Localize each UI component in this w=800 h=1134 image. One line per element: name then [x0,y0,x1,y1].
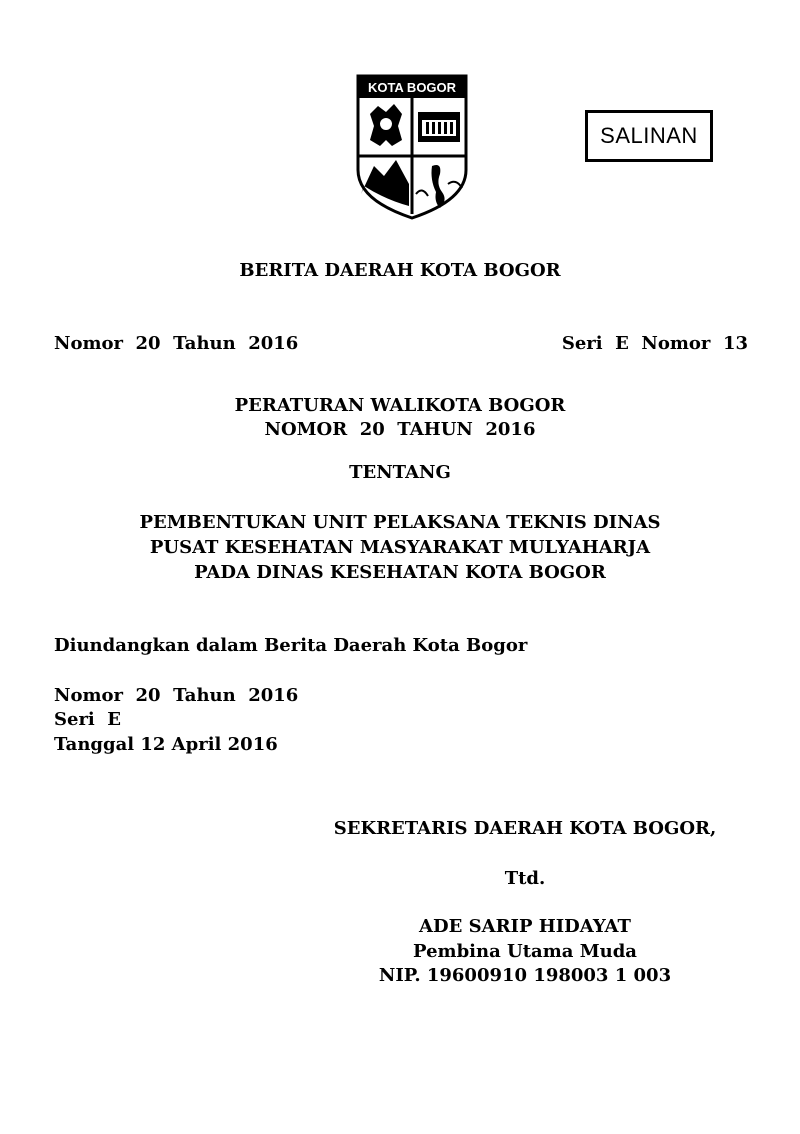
tentang-heading: TENTANG [349,462,451,483]
seri-nomor: Seri E Nomor 13 [561,333,748,354]
subject-line-3: PADA DINAS KESEHATAN KOTA BOGOR [194,562,606,583]
regulation-number: NOMOR 20 TAHUN 2016 [264,419,536,440]
emblem-caption: KOTA BOGOR [367,80,457,95]
signature-ttd: Ttd. [504,868,546,889]
signatory-nip: NIP. 19600910 198003 1 003 [378,965,672,986]
signatory-office: SEKRETARIS DAERAH KOTA BOGOR, [333,818,717,839]
promulgation-nomor: Nomor 20 Tahun 2016 [54,685,299,706]
regulation-title: PERATURAN WALIKOTA BOGOR [234,395,566,416]
subject-line-2: PUSAT KESEHATAN MASYARAKAT MULYAHARJA [149,537,651,558]
subject-line-1: PEMBENTUKAN UNIT PELAKSANA TEKNIS DINAS [139,512,661,533]
promulgation-intro: Diundangkan dalam Berita Daerah Kota Bogor [54,635,528,656]
document-title: BERITA DAERAH KOTA BOGOR [239,260,561,281]
kota-bogor-emblem-icon [356,74,468,220]
nomor-tahun: Nomor 20 Tahun 2016 [54,333,299,354]
salinan-stamp: SALINAN [585,110,713,162]
promulgation-seri: Seri E [54,709,122,730]
signatory-name: ADE SARIP HIDAYAT [419,916,631,937]
signatory-rank: Pembina Utama Muda [413,941,637,962]
promulgation-date: Tanggal 12 April 2016 [54,734,278,755]
